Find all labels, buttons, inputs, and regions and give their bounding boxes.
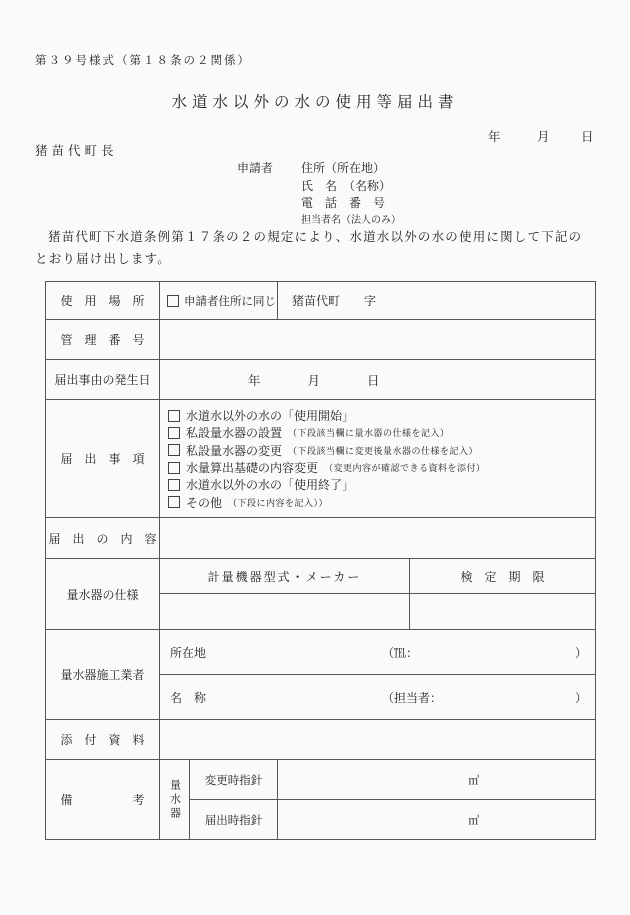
row-meter-spec bbox=[46, 558, 595, 629]
meter-change-checkbox[interactable] bbox=[168, 444, 180, 456]
body-line-1: 猪苗代町下水道条例第１７条の２の規定により、水道水以外の水の使用に関して下記の bbox=[48, 229, 583, 244]
applicant-block bbox=[237, 160, 401, 229]
form-table bbox=[45, 281, 596, 840]
same-as-applicant-cell bbox=[160, 282, 278, 319]
date-year-label: 年 bbox=[488, 129, 501, 144]
contractor-tel-close: ） bbox=[574, 645, 587, 660]
meter-install-label: 私設量水器の設置 bbox=[186, 426, 283, 441]
notify-reading-unit: ㎥ bbox=[468, 813, 480, 827]
option-calc-basis-change bbox=[168, 459, 595, 476]
option-meter-install bbox=[168, 424, 595, 441]
page-title: 水道水以外の水の使用等届出書 bbox=[171, 93, 459, 111]
other-checkbox[interactable] bbox=[168, 496, 180, 508]
meter-change-label: 私設量水器の変更 bbox=[186, 443, 283, 458]
row-notification-items bbox=[46, 399, 595, 517]
contractor-person-label: （担当者： bbox=[382, 690, 443, 705]
calc-basis-change-note: （変更内容が確認できる資料を添付） bbox=[324, 464, 486, 475]
contractor-person-close: ） bbox=[574, 690, 587, 705]
usage-start-label: 水道水以外の水の「使用開始」 bbox=[186, 409, 355, 424]
meter-install-checkbox[interactable] bbox=[168, 427, 180, 439]
remarks-area bbox=[190, 760, 595, 839]
contractor-name-label: 名 称 bbox=[170, 690, 207, 705]
body-paragraph bbox=[35, 226, 601, 270]
row-occurrence-date bbox=[46, 359, 595, 399]
notify-reading-label: 届出時指針 bbox=[190, 800, 278, 839]
meter-type-field[interactable] bbox=[160, 594, 410, 629]
remarks-meter-label: 量水器 bbox=[160, 760, 190, 839]
contractor-location-field[interactable] bbox=[160, 630, 595, 675]
applicant-contact-label: 担当者名（法人のみ） bbox=[301, 214, 401, 226]
applicant-phone-label: 電 話 番 号 bbox=[301, 196, 386, 210]
inspection-deadline-header: 検 定 期 限 bbox=[460, 569, 545, 584]
row-management-number bbox=[46, 319, 595, 359]
calc-basis-change-checkbox[interactable] bbox=[168, 462, 180, 474]
occurrence-year-label: 年 bbox=[248, 372, 261, 388]
usage-place-label: 使 用 場 所 bbox=[46, 282, 160, 319]
calc-basis-change-label: 水量算出基礎の内容変更 bbox=[186, 461, 319, 476]
applicant-name-label: 氏 名 （名称） bbox=[301, 178, 392, 193]
meter-spec-header-row bbox=[160, 559, 595, 594]
change-reading-label: 変更時指針 bbox=[190, 760, 278, 799]
usage-start-checkbox[interactable] bbox=[168, 410, 180, 422]
row-notification-content bbox=[46, 517, 595, 558]
date-month-label: 月 bbox=[537, 129, 550, 144]
notify-reading-field[interactable] bbox=[278, 800, 595, 839]
body-line-2: とおり届け出します。 bbox=[35, 251, 172, 266]
addressee-mayor: 猪苗代町長 bbox=[35, 143, 118, 158]
option-meter-change bbox=[168, 442, 595, 459]
change-reading-field[interactable] bbox=[278, 760, 595, 799]
notification-content-field[interactable] bbox=[160, 518, 595, 558]
usage-end-checkbox[interactable] bbox=[168, 479, 180, 491]
meter-spec-area bbox=[160, 559, 595, 629]
meter-spec-label: 量水器の仕様 bbox=[46, 559, 160, 629]
change-reading-unit: ㎥ bbox=[468, 773, 480, 787]
meter-contractor-label: 量水器施工業者 bbox=[46, 630, 160, 719]
contractor-tel-label: （℡： bbox=[382, 645, 419, 660]
contractor-location-label: 所在地 bbox=[170, 645, 207, 660]
remarks-notify-row bbox=[190, 800, 595, 839]
same-as-applicant-checkbox[interactable] bbox=[167, 295, 179, 307]
contractor-name-field[interactable] bbox=[160, 675, 595, 719]
row-usage-place bbox=[46, 282, 595, 319]
notification-content-label: 届 出 の 内 容 bbox=[46, 518, 160, 558]
meter-contractor-area bbox=[160, 630, 595, 719]
occurrence-month-label: 月 bbox=[307, 372, 321, 388]
usage-end-label: 水道水以外の水の「使用終了」 bbox=[186, 478, 355, 493]
same-as-applicant-label: 申請者住所に同じ bbox=[184, 293, 276, 308]
row-remarks bbox=[46, 759, 595, 839]
notification-options bbox=[160, 400, 595, 517]
remarks-change-row bbox=[190, 760, 595, 800]
applicant-address-label: 住所（所在地） bbox=[301, 161, 386, 175]
option-other bbox=[168, 493, 595, 510]
management-number-field[interactable] bbox=[160, 320, 595, 359]
occurrence-date-field[interactable] bbox=[160, 360, 595, 399]
row-attachments bbox=[46, 719, 595, 759]
remarks-label: 備 考 bbox=[46, 760, 160, 839]
usage-place-value: 猪苗代町 字 bbox=[292, 294, 377, 308]
usage-place-field[interactable] bbox=[278, 282, 595, 319]
row-meter-contractor bbox=[46, 629, 595, 719]
management-number-label: 管 理 番 号 bbox=[46, 320, 160, 359]
meter-spec-value-row bbox=[160, 594, 595, 629]
attachments-field[interactable] bbox=[160, 720, 595, 759]
meter-type-header: 計量機器型式・メーカー bbox=[160, 559, 410, 593]
form-number: 第３９号様式（第１８条の２関係） bbox=[35, 53, 251, 67]
other-label: その他 bbox=[186, 495, 223, 510]
date-day-label: 日 bbox=[581, 129, 594, 144]
meter-install-note: （下段該当欄に量水器の仕様を記入） bbox=[288, 429, 450, 440]
option-usage-start bbox=[168, 407, 595, 424]
notification-items-label: 届 出 事 項 bbox=[46, 400, 160, 517]
inspection-deadline-field[interactable] bbox=[410, 594, 595, 629]
other-note: （下段に内容を記入）） bbox=[228, 498, 329, 509]
occurrence-day-label: 日 bbox=[367, 372, 380, 388]
option-usage-end bbox=[168, 476, 595, 493]
applicant-label: 申請者 bbox=[237, 161, 274, 175]
attachments-label: 添 付 資 料 bbox=[46, 720, 160, 759]
meter-change-note: （下段該当欄に変更後量水器の仕様を記入） bbox=[288, 446, 479, 457]
occurrence-date-label: 届出事由の発生日 bbox=[46, 360, 160, 399]
